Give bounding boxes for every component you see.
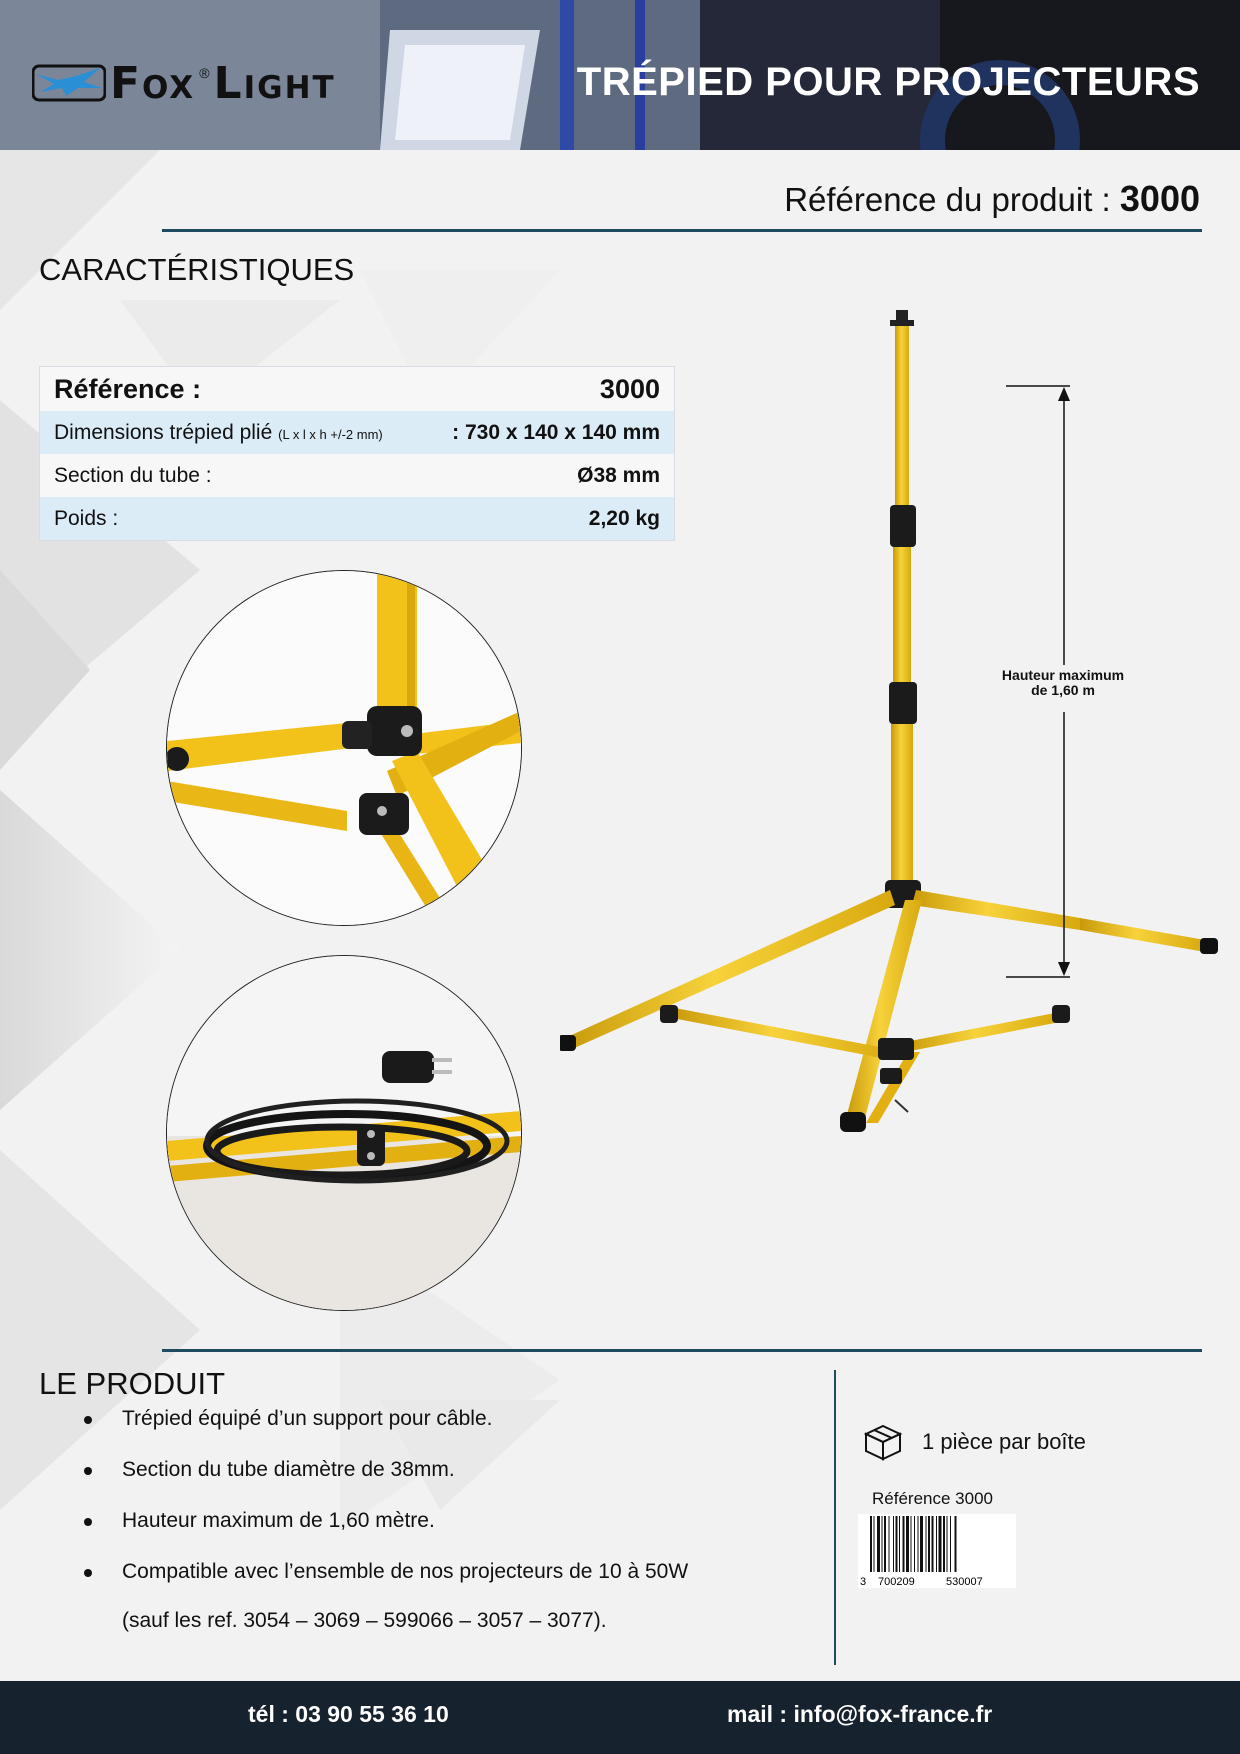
feature-item [70, 1456, 800, 1484]
phone-contact [248, 1701, 449, 1728]
detail-photo-cable-holder [166, 955, 522, 1311]
feature-item-continuation [70, 1607, 800, 1635]
contact-footer [0, 1681, 1240, 1754]
barcode-bar [939, 1516, 942, 1578]
spec-label-note: (L x l x h +/-2 mm) [278, 426, 383, 442]
bullet-dot [84, 1569, 92, 1577]
barcode-bar [884, 1516, 886, 1578]
barcode-bar [903, 1516, 905, 1578]
barcode-bar [928, 1516, 930, 1578]
fox-logo-icon [32, 62, 106, 104]
spec-label-group [54, 421, 383, 445]
barcode-digits-left: 700209 [878, 1576, 915, 1588]
barcode-bar [918, 1516, 919, 1578]
spec-value: : 730 x 140 x 140 mm [452, 420, 660, 444]
characteristics-heading: CARACTÉRISTIQUES [39, 252, 355, 287]
barcode-bar [943, 1516, 945, 1578]
feature-text: (sauf les ref. 3054 – 3069 – 599066 – 3057 – 3077). [122, 1609, 607, 1632]
annotation-line-2: de 1,60 m [1031, 682, 1095, 698]
barcode-bar [955, 1516, 957, 1578]
barcode-label: Référence 3000 [872, 1489, 993, 1508]
barcode-bar [911, 1516, 912, 1578]
barcode-bar [926, 1516, 927, 1578]
detail-photo-tripod-hub [166, 570, 522, 926]
mail-contact [727, 1701, 992, 1728]
bullet-dot [84, 1416, 92, 1424]
barcode-bar [896, 1516, 898, 1578]
tripod-product-illustration [560, 300, 1220, 1260]
barcode-bar [914, 1516, 915, 1578]
barcode-bar [889, 1516, 890, 1578]
barcode-bar [899, 1516, 900, 1578]
logo-brand-fox: Fox [110, 57, 196, 109]
barcode-bar [950, 1516, 951, 1578]
bullet-dot [84, 1518, 92, 1526]
feature-text: Hauteur maximum de 1,60 mètre. [122, 1509, 435, 1532]
barcode-digits-right: 530007 [946, 1576, 983, 1588]
barcode-bar [947, 1516, 948, 1578]
packaging-info [862, 1422, 1086, 1462]
max-height-annotation [988, 668, 1138, 698]
barcode-bar [882, 1516, 883, 1578]
spec-label: Poids : [54, 506, 119, 530]
phone-number[interactable]: 03 90 55 36 10 [295, 1701, 449, 1727]
fox-light-logo [32, 58, 336, 108]
feature-item [70, 1405, 800, 1433]
product-heading: LE PRODUIT [39, 1366, 226, 1401]
barcode-bar [920, 1516, 923, 1578]
spec-label: Dimensions trépied plié [54, 420, 273, 444]
spec-value: 2,20 kg [588, 506, 660, 530]
barcode-bar [932, 1516, 934, 1578]
product-reference-value: 3000 [1119, 178, 1200, 219]
product-reference-line [784, 178, 1200, 220]
box-icon [862, 1422, 904, 1462]
barcode-bar [870, 1516, 872, 1578]
cable-holder-illustration [167, 956, 521, 1310]
spec-label: Section du tube : [54, 463, 212, 487]
header-banner [0, 0, 1240, 150]
barcode-bar [936, 1516, 937, 1578]
document-title: TRÉPIED POUR PROJECTEURS [576, 60, 1200, 104]
mail-label: mail : [727, 1701, 788, 1727]
barcode-bar [906, 1516, 909, 1578]
phone-label: tél : [248, 1701, 289, 1727]
barcode-bar [874, 1516, 875, 1578]
packaging-text: 1 pièce par boîte [922, 1429, 1086, 1454]
logo-brand-light: Light [213, 57, 336, 109]
bottom-divider [162, 1349, 1202, 1352]
feature-text: Section du tube diamètre de 38mm. [122, 1458, 455, 1481]
feature-text: Trépied équipé d’un support pour câble. [122, 1407, 493, 1430]
barcode-bar [877, 1516, 880, 1578]
top-divider [162, 229, 1202, 232]
spec-value: 3000 [599, 373, 660, 404]
logo-registered-mark: ® [199, 65, 210, 81]
annotation-line-1: Hauteur maximum [1001, 667, 1125, 683]
mail-address[interactable]: info@fox-france.fr [793, 1701, 993, 1727]
packaging-divider [834, 1370, 836, 1665]
barcode [858, 1514, 1016, 1588]
spec-value: Ø38 mm [577, 463, 660, 487]
feature-text: Compatible avec l’ensemble de nos projecteurs de 10 à 50W [122, 1560, 689, 1583]
feature-item [70, 1558, 800, 1586]
feature-item [70, 1507, 800, 1535]
spec-label: Référence : [54, 373, 202, 404]
bullet-dot [84, 1467, 92, 1475]
barcode-digit-first: 3 [860, 1576, 867, 1588]
product-reference-label: Référence du produit : [784, 181, 1111, 218]
product-features-list [70, 1405, 800, 1658]
tripod-hub-illustration [167, 571, 521, 925]
barcode-bar [893, 1516, 894, 1578]
